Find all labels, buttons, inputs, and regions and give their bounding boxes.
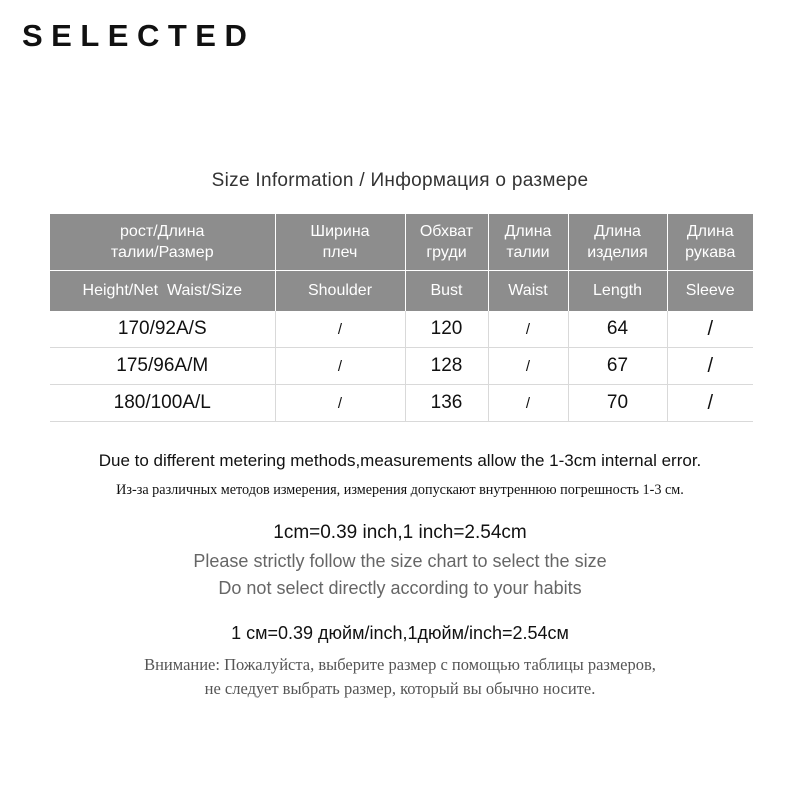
cell-length: 64 <box>568 311 667 348</box>
cell-shoulder: / <box>275 385 405 422</box>
warning-line-1: Внимание: Пожалуйста, выберите размер с помощью таблицы размеров, <box>144 655 656 674</box>
cell-sleeve: / <box>667 385 753 422</box>
header-height-waist-size-ru: рост/Длина талии/Размер <box>50 214 275 271</box>
cell-length: 70 <box>568 385 667 422</box>
measurement-error-note-ru: Из-за различных методов измерения, измерения допускают внутреннюю погрешность 1-3 см. <box>116 482 684 498</box>
header-waist-ru: Длина талии <box>488 214 568 271</box>
cell-size: 180/100A/L <box>50 385 275 422</box>
brand-logo: SELECTED <box>22 18 256 53</box>
header-length: Length <box>568 271 667 312</box>
cell-bust: 128 <box>405 348 488 385</box>
cell-waist: / <box>488 348 568 385</box>
page-title: Size Information / Информация о размере <box>211 170 589 191</box>
cell-bust: 136 <box>405 385 488 422</box>
header-bust-ru: Обхват груди <box>405 214 488 271</box>
table-row <box>50 311 753 348</box>
unit-conversion: 1cm=0.39 inch,1 inch=2.54cm <box>273 522 527 543</box>
cell-shoulder: / <box>275 311 405 348</box>
cell-size: 170/92A/S <box>50 311 275 348</box>
size-advice-line-2: Do not select directly according to your habits <box>218 578 582 598</box>
header-length-ru: Длина изделия <box>568 214 667 271</box>
cell-waist: / <box>488 385 568 422</box>
cell-waist: / <box>488 311 568 348</box>
header-waist: Waist <box>488 271 568 312</box>
table-header-russian <box>50 214 753 271</box>
unit-conversion-ru: 1 см=0.39 дюйм/inch,1дюйм/inch=2.54см <box>231 623 569 643</box>
cell-bust: 120 <box>405 311 488 348</box>
warning-line-2: не следует выбрать размер, который вы обычно носите. <box>204 679 596 698</box>
cell-sleeve: / <box>667 348 753 385</box>
cell-length: 67 <box>568 348 667 385</box>
cell-shoulder: / <box>275 348 405 385</box>
header-bust: Bust <box>405 271 488 312</box>
cell-size: 175/96A/M <box>50 348 275 385</box>
header-sleeve: Sleeve <box>667 271 753 312</box>
header-shoulder: Shoulder <box>275 271 405 312</box>
header-shoulder-ru: Ширина плеч <box>275 214 405 271</box>
table-header-english <box>50 271 753 312</box>
table-row <box>50 348 753 385</box>
measurement-error-note: Due to different metering methods,measurements allow the 1-3cm internal error. <box>98 451 702 470</box>
header-height-waist-size: Height/Net Waist/Size <box>50 271 275 312</box>
cell-sleeve: / <box>667 311 753 348</box>
table-row <box>50 385 753 422</box>
size-advice-line-1: Please strictly follow the size chart to select the size <box>193 551 607 571</box>
header-sleeve-ru: Длина рукава <box>667 214 753 271</box>
size-table <box>50 214 753 422</box>
